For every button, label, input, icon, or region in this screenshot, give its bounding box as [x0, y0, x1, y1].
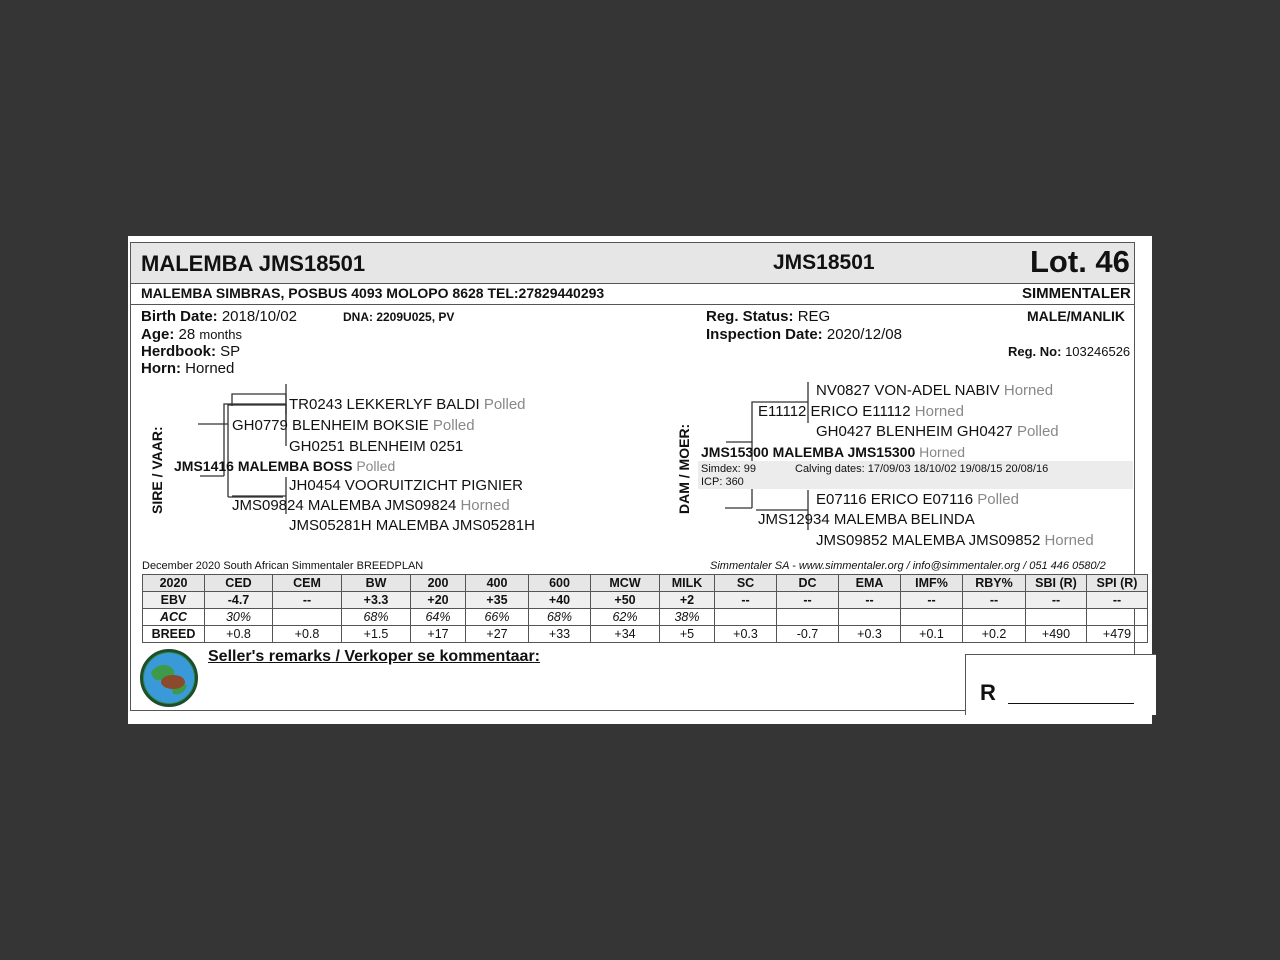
animal-title: MALEMBA JMS18501 — [141, 251, 366, 276]
headers-cell: CED — [205, 575, 273, 592]
headers-cell: 600 — [529, 575, 591, 592]
sire-dam-dam: JMS05281H MALEMBA JMS05281H — [289, 517, 535, 534]
footer-divider — [198, 710, 968, 711]
breed-cell: +0.2 — [963, 626, 1026, 643]
acc-cell — [1087, 609, 1148, 626]
ebv-table — [142, 574, 1148, 643]
sex: MALE/MANLIK — [1027, 308, 1125, 324]
sire-dam-sire: JH0454 VOORUITZICHT PIGNIER — [289, 477, 523, 494]
headers-cell: DC — [777, 575, 839, 592]
breed-name: SIMMENTALER — [1022, 285, 1131, 302]
breed-cell: -0.7 — [777, 626, 839, 643]
dam-simdex: Simdex: 99 — [701, 463, 757, 475]
ebv-cell: -- — [777, 592, 839, 609]
breedplan-source: December 2020 South African Simmentaler BREEDPLAN — [142, 560, 424, 572]
headers-cell: RBY% — [963, 575, 1026, 592]
sire-name: JMS1416 MALEMBA BOSS Polled — [174, 458, 396, 474]
lot-card — [128, 236, 1152, 724]
breed-cell: +17 — [411, 626, 466, 643]
ebv-cell: -- — [901, 592, 963, 609]
headers-cell: 200 — [411, 575, 466, 592]
acc-cell: 38% — [660, 609, 715, 626]
ebv-cell: -- — [1026, 592, 1087, 609]
sire-sire-sire: TR0243 LEKKERLYF BALDI Polled — [289, 396, 526, 413]
headers-cell: 400 — [466, 575, 529, 592]
headers-cell: 2020 — [143, 575, 205, 592]
ebv-cell: +3.3 — [342, 592, 411, 609]
simmentaler-logo — [140, 649, 198, 707]
ebv-cell: -4.7 — [205, 592, 273, 609]
breed-cell: +0.1 — [901, 626, 963, 643]
breed-cell: +0.8 — [273, 626, 342, 643]
reg-status: Reg. Status: REG — [706, 308, 831, 325]
breedplan-contact: Simmentaler SA - www.simmentaler.org / info@simmentaler.org / 051 446 0580/2 — [710, 560, 1106, 572]
ebv-cell: -- — [1087, 592, 1148, 609]
ebv-cell: +20 — [411, 592, 466, 609]
acc-cell — [963, 609, 1026, 626]
breed-cell: +479 — [1087, 626, 1148, 643]
ebv-cell: +40 — [529, 592, 591, 609]
breed-cell: BREED — [143, 626, 205, 643]
headers-cell: MILK — [660, 575, 715, 592]
acc-cell — [777, 609, 839, 626]
acc-cell — [715, 609, 777, 626]
breed-cell: +0.3 — [715, 626, 777, 643]
dam-dam-sire: E07116 ERICO E07116 Polled — [816, 491, 1019, 508]
dam-sire-dam: GH0427 BLENHEIM GH0427 Polled — [816, 423, 1059, 440]
acc-cell — [839, 609, 901, 626]
acc-cell: 66% — [466, 609, 529, 626]
dam-dam: JMS12934 MALEMBA BELINDA — [758, 511, 975, 528]
acc-cell — [901, 609, 963, 626]
ebv-cell: +35 — [466, 592, 529, 609]
sire-sire-dam: GH0251 BLENHEIM 0251 — [289, 438, 464, 455]
dam-label: DAM / MOER: — [676, 423, 692, 514]
headers-cell: SPI (R) — [1087, 575, 1148, 592]
dna-info: DNA: 2209U025, PV — [343, 310, 455, 324]
sire-sire: GH0779 BLENHEIM BOKSIE Polled — [232, 417, 475, 434]
sire-label: SIRE / VAAR: — [149, 426, 165, 514]
animal-id: JMS18501 — [773, 251, 875, 274]
headers-cell: EMA — [839, 575, 901, 592]
dam-name: JMS15300 MALEMBA JMS15300 Horned — [701, 444, 966, 460]
ebv-header-row — [143, 575, 1148, 592]
breed-cell: +1.5 — [342, 626, 411, 643]
headers-cell: SC — [715, 575, 777, 592]
dam-sire-sire: NV0827 VON-ADEL NABIV Horned — [816, 382, 1054, 399]
inspection-date: Inspection Date: 2020/12/08 — [706, 326, 902, 343]
ebv-cell: +2 — [660, 592, 715, 609]
acc-cell — [1026, 609, 1087, 626]
herdbook: Herdbook: SP — [141, 343, 241, 360]
price-field[interactable] — [1008, 703, 1134, 704]
acc-cell: 62% — [591, 609, 660, 626]
acc-row — [143, 609, 1148, 626]
ebv-cell: -- — [963, 592, 1026, 609]
breed-cell: +5 — [660, 626, 715, 643]
dam-sire: E11112 ERICO E11112 Horned — [758, 403, 964, 420]
acc-cell: 30% — [205, 609, 273, 626]
lot-number: Lot. 46 — [1030, 244, 1130, 279]
acc-cell: 68% — [342, 609, 411, 626]
headers-cell: IMF% — [901, 575, 963, 592]
ebv-cell: EBV — [143, 592, 205, 609]
reg-number: Reg. No: 103246526 — [1008, 344, 1131, 359]
breed-cell: +27 — [466, 626, 529, 643]
headers-cell: CEM — [273, 575, 342, 592]
acc-cell: 64% — [411, 609, 466, 626]
headers-cell: SBI (R) — [1026, 575, 1087, 592]
breed-cell: +34 — [591, 626, 660, 643]
breed-cell: +33 — [529, 626, 591, 643]
horn-status: Horn: Horned — [141, 360, 235, 377]
breeder-info: MALEMBA SIMBRAS, POSBUS 4093 MOLOPO 8628 TEL:27829440293 — [141, 285, 605, 301]
age: Age: 28 months — [141, 326, 243, 343]
ebv-cell: -- — [715, 592, 777, 609]
headers-cell: BW — [342, 575, 411, 592]
sire-dam: JMS09824 MALEMBA JMS09824 Horned — [232, 497, 510, 514]
price-prefix: R — [980, 680, 996, 705]
breed-avg-row — [143, 626, 1148, 643]
dam-calving-dates: Calving dates: 17/09/03 18/10/02 19/08/15 20/08/16 — [795, 463, 1049, 475]
ebv-cell: +50 — [591, 592, 660, 609]
ebv-row — [143, 592, 1148, 609]
acc-cell: ACC — [143, 609, 205, 626]
breed-cell: +490 — [1026, 626, 1087, 643]
acc-cell — [273, 609, 342, 626]
dam-icp: ICP: 360 — [701, 476, 744, 488]
acc-cell: 68% — [529, 609, 591, 626]
birth-date: Birth Date: 2018/10/02 — [141, 308, 297, 325]
headers-cell: MCW — [591, 575, 660, 592]
ebv-cell: -- — [839, 592, 901, 609]
breed-cell: +0.8 — [205, 626, 273, 643]
breed-cell: +0.3 — [839, 626, 901, 643]
seller-remarks: Seller's remarks / Verkoper se kommentaar: — [208, 648, 540, 665]
dam-dam-dam: JMS09852 MALEMBA JMS09852 Horned — [816, 532, 1094, 549]
ebv-cell: -- — [273, 592, 342, 609]
